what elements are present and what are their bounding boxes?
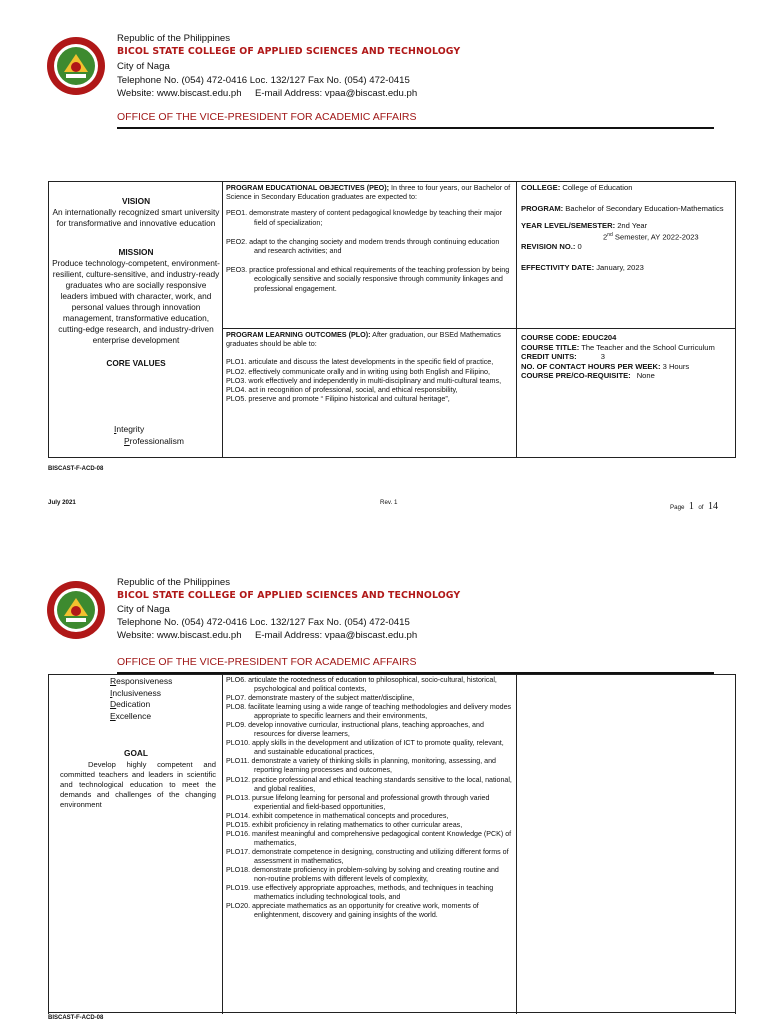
core-value-initial: P (124, 436, 130, 446)
peo-item: PEO2. adapt to the changing society and modern trends through continuing education and research activities; and (226, 236, 500, 256)
footer-date: July 2021 (48, 499, 76, 506)
core-value-responsiveness (110, 676, 172, 688)
core-value-rest: xcellence (115, 710, 152, 721)
year-field (521, 221, 733, 231)
field-label: EFFECTIVITY DATE: (521, 262, 595, 272)
peo-item: PEO3. practice professional and ethical requirements of the teaching profession by being ecologically sensitive and socially responsive through community linkages and professional engagement. (226, 265, 510, 293)
website-text: Website: www.biscast.edu.ph (117, 630, 242, 641)
vision-mission-column (52, 196, 220, 369)
peo-cell (226, 183, 512, 293)
plo-item: PLO4. act in recognition of professional, social, and ethical responsibility, (226, 385, 458, 395)
vision-text: An internationally recognized smart university for transformative and innovative education (52, 207, 220, 228)
field-label: REVISION NO.: (521, 241, 576, 251)
core-value-initial: R (110, 676, 117, 686)
plo-item: PLO17. demonstrate competence in designing, constructing and utilizing different forms of assessment in mathematics, (226, 847, 509, 865)
mission-title: MISSION (118, 247, 154, 257)
field-label: COURSE TITLE: (521, 342, 580, 352)
credit-units-field (521, 352, 733, 362)
plo-item: PLO8. facilitate learning using a wide range of teaching methodologies and delivery modes appropriate to specific learners and their environments, (226, 703, 512, 721)
core-value-rest: esponsiveness (116, 676, 173, 686)
table-divider (48, 1012, 736, 1013)
field-value: The Teacher and the School Curriculum (579, 342, 715, 352)
plo-item: PLO11. demonstrate a variety of thinking skills in planning, monitoring, assessing, and reporting learning processes and outcomes, (226, 757, 496, 775)
field-label: COURSE PRE/CO-REQUISITE: (521, 371, 631, 381)
field-value: nd (607, 231, 613, 238)
plo-item: PLO16. manifest meaningful and comprehensive pedagogical content Knowledge (PCK) of mathematics, (226, 829, 512, 847)
course-info-cell (521, 183, 733, 272)
college-name: BICOL STATE COLLEGE OF APPLIED SCIENCES AND TECHNOLOGY (117, 590, 461, 601)
city-line: City of Naga (117, 61, 170, 72)
field-value: January, 2023 (594, 262, 644, 272)
table-divider (222, 181, 223, 458)
revision-field (521, 242, 733, 252)
page-current: 1 (688, 501, 694, 512)
program-field (521, 204, 733, 214)
table-divider (222, 674, 223, 1014)
office-rule (117, 127, 714, 129)
website-line (117, 88, 417, 100)
field-value: 0 (575, 241, 582, 251)
table-divider (516, 674, 517, 1014)
core-value-inclusiveness (110, 688, 172, 700)
plo-item: PLO6. articulate the rootedness of education to philosophical, socio-cultural, historical, psychological and political contexts, (226, 676, 497, 694)
core-value-rest: edication (116, 699, 151, 709)
field-value: Bachelor of Secondary Education-Mathematics (563, 203, 724, 213)
vision-title: VISION (121, 196, 151, 206)
telephone-line: Telephone No. (054) 472-0416 Loc. 132/127 Fax No. (054) 472-0415 (117, 75, 410, 86)
email-text: E-mail Address: vpaa@biscast.edu.ph (254, 630, 418, 641)
form-code: BISCAST-F-ACD-08 (48, 1015, 104, 1021)
footer-rev: Rev. 1 (380, 499, 398, 506)
form-code: BISCAST-F-ACD-08 (48, 466, 104, 472)
semester-field (521, 231, 733, 242)
peo-title: PROGRAM EDUCATIONAL OBJECTIVES (PEO); (226, 183, 390, 192)
field-value: 3 Hours (660, 361, 690, 371)
field-value: 2 (603, 232, 608, 242)
core-value-rest: nclusiveness (112, 687, 162, 698)
plo-item: PLO3. work effectively and independently in multi-disciplinary and multi-cultural teams, (226, 375, 502, 385)
website-line (117, 630, 417, 642)
course-code: COURSE CODE: EDUC204 (521, 333, 617, 342)
plo-item: PLO19. use effectively appropriate approaches, methods, and techniques in teaching mathematics including technological tools, and (226, 884, 494, 902)
page-of: of (698, 504, 704, 511)
course-details-cell (521, 333, 733, 381)
college-field (521, 183, 733, 193)
college-seal-icon (46, 580, 106, 640)
plo-item: PLO9. develop innovative curricular, instructional plans, teaching approaches, and resources for diverse learners, (226, 721, 484, 739)
office-title: OFFICE OF THE VICE-PRESIDENT FOR ACADEMIC AFFAIRS (117, 111, 417, 123)
core-value-initial: I (114, 424, 117, 434)
contact-hours-field (521, 362, 733, 372)
college-seal-icon (46, 36, 106, 96)
peo-intro: In three to four years, our Bachelor of Science in Secondary Education graduates are expected to: (226, 183, 511, 202)
field-label: YEAR LEVEL/SEMESTER: (521, 221, 616, 231)
course-title-field (521, 343, 733, 353)
table-divider (222, 328, 736, 329)
plo-continued-cell (226, 676, 512, 920)
page-label: Page (670, 504, 685, 511)
plo-item: PLO14. exhibit competence in mathematical concepts and procedures, (226, 811, 449, 820)
field-value: 2nd Year (615, 221, 648, 231)
core-value-dedication (110, 699, 172, 711)
mission-text: Produce technology-competent, environment-resilient, culture-sensitive, and industry-ready graduates who are socially responsive leaders imbued with character, work, and personal values through innovation management, transformative education, cutting-edge research, and industry-driven enterprise development (52, 258, 220, 345)
plo-cell (226, 330, 512, 403)
plo-item: PLO7. demonstrate mastery of the subject matter/discipline, (226, 694, 415, 703)
field-value: College of Education (560, 183, 633, 192)
plo-item: PLO2. effectively communicate orally and in writing using both English and Filipino, (226, 366, 490, 376)
plo-item: PLO12. practice professional and ethical teaching standards sensitive to the local, national, and global realities, (226, 775, 512, 793)
plo-item: PLO5. preserve and promote “ Filipino historical and cultural heritage”, (226, 394, 450, 404)
core-value-rest: rofessionalism (129, 436, 184, 446)
peo-heading (226, 183, 512, 201)
plo-intro: After graduation, our BSEd Mathematics graduates should be able to: (226, 330, 501, 349)
plo-title: PROGRAM LEARNING OUTCOMES (PLO): (226, 330, 371, 339)
plo-item: PLO20. appreciate mathematics as an opportunity for creative work, moments of enlightenment, discovery and gaining insights of the world. (226, 902, 479, 920)
email-text: E-mail Address: vpaa@biscast.edu.ph (254, 88, 418, 99)
table-divider (516, 181, 517, 458)
field-value: Semester, AY 2022-2023 (612, 232, 699, 242)
core-value-initial: D (110, 699, 117, 709)
plo-item: PLO13. pursue lifelong learning for personal and professional growth through varied experiential and field-based opportunities, (226, 793, 490, 811)
field-label: CREDIT UNITS: (521, 352, 577, 362)
republic-line: Republic of the Philippines (117, 577, 231, 588)
core-value-initial: I (110, 687, 113, 698)
field-value: None (636, 371, 655, 381)
goal-text: Develop highly competent and committed teachers and leaders in scientific and technological education to meet the demands and challenges of the changing environment (60, 760, 216, 809)
peo-item: PEO1. demonstrate mastery of content pedagogical knowledge by teaching their major field of specialization; (226, 208, 503, 227)
plo-heading (226, 330, 512, 348)
core-values-continued (110, 676, 172, 722)
core-value-excellence (110, 711, 172, 723)
core-values-title: CORE VALUES (106, 358, 166, 368)
field-label: PROGRAM: (521, 203, 564, 213)
city-line: City of Naga (117, 604, 170, 615)
effectivity-field (521, 263, 733, 273)
core-value-professionalism (124, 436, 184, 448)
core-value-initial: E (110, 710, 116, 721)
plo-item: PLO10. apply skills in the development and utilization of ICT to promote quality, relevant, and sustainable educational practices, (226, 739, 504, 757)
office-title: OFFICE OF THE VICE-PRESIDENT FOR ACADEMIC AFFAIRS (117, 656, 417, 668)
republic-line: Republic of the Philippines (117, 33, 231, 44)
prereq-field (521, 371, 733, 381)
field-label: COLLEGE: (521, 183, 561, 192)
college-name: BICOL STATE COLLEGE OF APPLIED SCIENCES AND TECHNOLOGY (117, 46, 461, 57)
telephone-line: Telephone No. (054) 472-0416 Loc. 132/127 Fax No. (054) 472-0415 (117, 617, 410, 628)
field-value: 3 (600, 352, 605, 362)
page-number (670, 496, 718, 514)
plo-item: PLO18. demonstrate proficiency in problem-solving by solving and creating routine and non-routine problems with different levels of complexity, (226, 865, 499, 884)
core-value-rest: ntegrity (116, 424, 145, 434)
plo-item: PLO15. exhibit proficiency in relating mathematics to other curricular areas, (226, 820, 463, 829)
website-text: Website: www.biscast.edu.ph (117, 88, 242, 99)
page-total: 14 (707, 501, 718, 512)
goal-title: GOAL (124, 748, 148, 758)
plo-item: PLO1. articulate and discuss the latest developments in the specific field of practice, (226, 357, 494, 367)
field-label: NO. OF CONTACT HOURS PER WEEK: (521, 361, 661, 371)
core-value-integrity (114, 424, 144, 436)
